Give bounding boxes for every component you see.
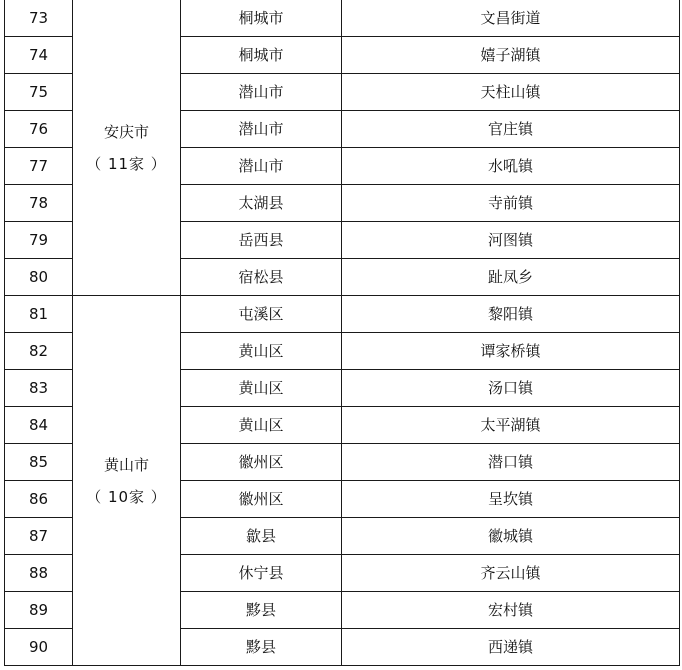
row-number: 78	[5, 185, 73, 222]
town-cell: 太平湖镇	[342, 407, 680, 444]
county-cell: 黄山区	[181, 407, 342, 444]
county-cell: 黄山区	[181, 333, 342, 370]
row-number: 88	[5, 555, 73, 592]
county-cell: 桐城市	[181, 0, 342, 37]
row-number: 87	[5, 518, 73, 555]
row-number: 73	[5, 0, 73, 37]
town-cell: 呈坎镇	[342, 481, 680, 518]
town-cell: 嬉子湖镇	[342, 37, 680, 74]
town-cell: 齐云山镇	[342, 555, 680, 592]
row-number: 79	[5, 222, 73, 259]
town-cell: 潜口镇	[342, 444, 680, 481]
county-cell: 桐城市	[181, 37, 342, 74]
table-row	[5, 296, 680, 333]
row-number: 76	[5, 111, 73, 148]
town-cell: 宏村镇	[342, 592, 680, 629]
row-number: 77	[5, 148, 73, 185]
town-cell: 西递镇	[342, 629, 680, 666]
county-cell: 徽州区	[181, 444, 342, 481]
city-name: 安庆市	[103, 122, 149, 141]
city-count: （ 10家 ）	[86, 487, 167, 506]
town-cell: 文昌街道	[342, 0, 680, 37]
row-number: 82	[5, 333, 73, 370]
county-cell: 潜山市	[181, 74, 342, 111]
town-cell: 徽城镇	[342, 518, 680, 555]
city-count: （ 11家 ）	[86, 154, 167, 173]
row-number: 89	[5, 592, 73, 629]
row-number: 81	[5, 296, 73, 333]
county-cell: 屯溪区	[181, 296, 342, 333]
row-number: 84	[5, 407, 73, 444]
row-number: 80	[5, 259, 73, 296]
towns-table-body	[5, 0, 680, 666]
city-cell-huangshan	[73, 296, 181, 666]
town-cell: 天柱山镇	[342, 74, 680, 111]
town-cell: 水吼镇	[342, 148, 680, 185]
county-cell: 休宁县	[181, 555, 342, 592]
row-number: 83	[5, 370, 73, 407]
county-cell: 太湖县	[181, 185, 342, 222]
city-cell-anqing	[73, 0, 181, 296]
table-row	[5, 0, 680, 37]
county-cell: 潜山市	[181, 148, 342, 185]
row-number: 75	[5, 74, 73, 111]
row-number: 86	[5, 481, 73, 518]
county-cell: 岳西县	[181, 222, 342, 259]
town-cell: 官庄镇	[342, 111, 680, 148]
county-cell: 黟县	[181, 629, 342, 666]
county-cell: 宿松县	[181, 259, 342, 296]
city-name: 黄山市	[103, 455, 149, 474]
row-number: 85	[5, 444, 73, 481]
county-cell: 黟县	[181, 592, 342, 629]
town-cell: 趾凤乡	[342, 259, 680, 296]
county-cell: 歙县	[181, 518, 342, 555]
town-cell: 寺前镇	[342, 185, 680, 222]
county-cell: 潜山市	[181, 111, 342, 148]
county-cell: 黄山区	[181, 370, 342, 407]
county-cell: 徽州区	[181, 481, 342, 518]
town-cell: 黎阳镇	[342, 296, 680, 333]
row-number: 74	[5, 37, 73, 74]
town-cell: 汤口镇	[342, 370, 680, 407]
row-number: 90	[5, 629, 73, 666]
town-cell: 河图镇	[342, 222, 680, 259]
town-cell: 谭家桥镇	[342, 333, 680, 370]
towns-table	[4, 0, 680, 666]
